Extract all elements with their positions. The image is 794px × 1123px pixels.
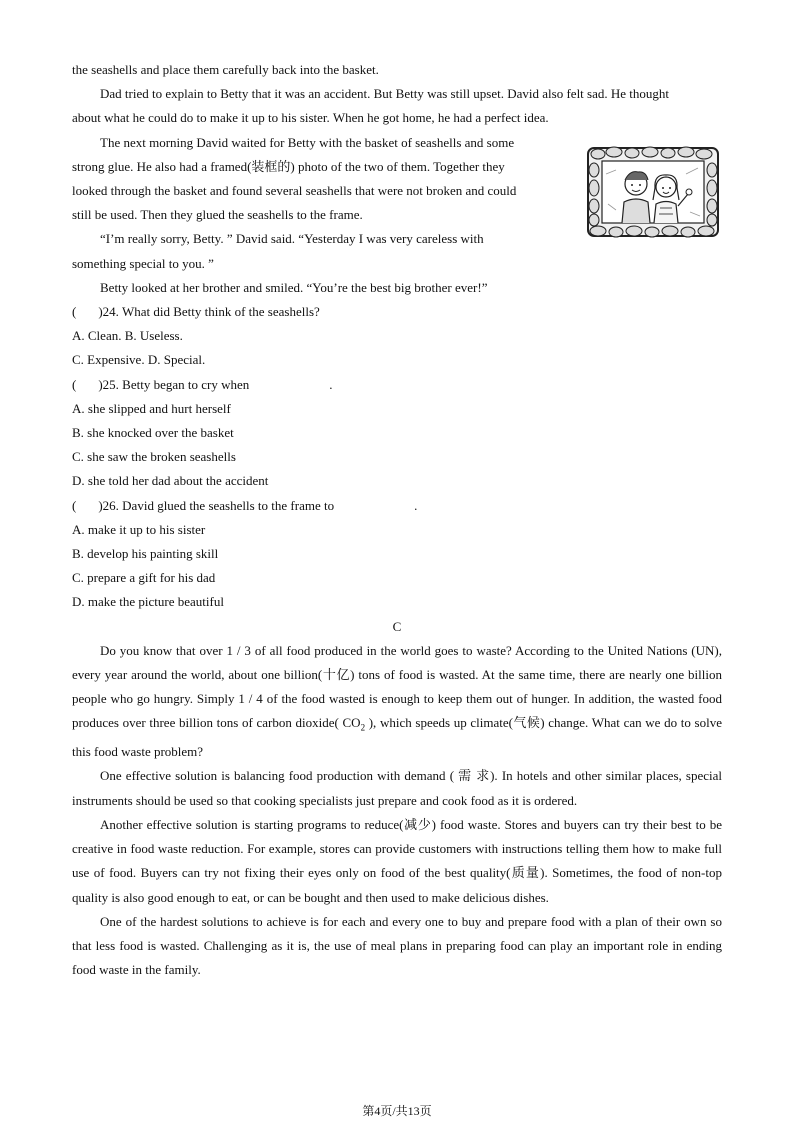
paragraph-c4: One of the hardest solutions to achieve is for each and every one to buy and prepare food with a plan of their own so that less food is wasted. Challenging as it is, the use of meal plans in preparing food can play an important role in ending food waste in the family. <box>72 913 722 978</box>
question-option: A. she slipped and hurt herself <box>72 400 231 416</box>
question-option: D. she told her dad about the accident <box>72 473 269 489</box>
question-option: A. Clean. B. Useless. <box>72 328 183 344</box>
question-option: C. she saw the broken seashells <box>72 449 236 465</box>
paragraph-c3: Another effective solution is starting programs to reduce(减少) food waste. Stores and buyers can try their best to be creative in food waste reduction. For example, stores can provide customers with instructions telling them how to make full use of food. Buyers can try not fixing their eyes only on food of the best quality(质量). Sometimes, the food of non-top quality is also good enough to eat, or can be bought and then used to make delicious dishes. <box>72 816 722 905</box>
passage-line: Betty looked at her brother and smiled. “You’re the best big brother ever!” <box>100 279 488 295</box>
passage-line: The next morning David waited for Betty with the basket of seashells and some <box>100 134 515 150</box>
question-option: C. prepare a gift for his dad <box>72 570 216 586</box>
passage-line: about what he could do to make it up to his sister. When he got home, he had a perfect idea. <box>72 110 549 126</box>
paragraph-c2: One effective solution is balancing food production with demand ( 需 求). In hotels and other similar places, special instruments should be used so that cooking specialists just prepare and cook food as it is ordered. <box>72 768 722 808</box>
question-option: D. make the picture beautiful <box>72 594 224 610</box>
passage-line: still be used. Then they glued the seashells to the frame. <box>72 207 363 223</box>
page-number: 第4页/共13页 <box>362 1104 432 1118</box>
question-25: ( )25. Betty began to cry when . <box>72 376 333 392</box>
section-heading: C <box>392 618 402 634</box>
framed-photo-illustration <box>586 144 720 240</box>
question-option: C. Expensive. D. Special. <box>72 352 206 368</box>
passage-line: looked through the basket and found several seashells that were not broken and could <box>72 183 517 199</box>
passage-line: strong glue. He also had a framed(装框的) photo of the two of them. Together they <box>72 158 505 174</box>
question-26: ( )26. David glued the seashells to the frame to . <box>72 497 418 513</box>
paragraph-c1: Do you know that over 1 / 3 of all food produced in the world goes to waste? According to the United Nations (UN), every year around the world, about one billion(十亿) tons of food is wasted. At the same time, there are nearly one billion people who go hungry. Simply 1 / 4 of the food wasted is enough to keep them out of hunger. In addition, the wasted food produces over three billion tons of carbon dioxide( $CO_2$ ), which speeds up climate(气候) change. What can we do to solve this food waste problem? <box>72 642 722 760</box>
passage-line: Dad tried to explain to Betty that it was an accident. But Betty was still upset. David also felt sad. He thought <box>100 86 669 102</box>
passage-line: the seashells and place them carefully back into the basket. <box>72 62 379 77</box>
question-24: ( )24. What did Betty think of the seashells? <box>72 304 320 320</box>
question-option: B. develop his painting skill <box>72 546 219 562</box>
passage-line: “I’m really sorry, Betty. ” David said. “Yesterday I was very careless with <box>100 231 484 247</box>
passage-line: something special to you. ” <box>72 255 214 271</box>
question-option: A. make it up to his sister <box>72 521 206 537</box>
question-option: B. she knocked over the basket <box>72 425 234 441</box>
